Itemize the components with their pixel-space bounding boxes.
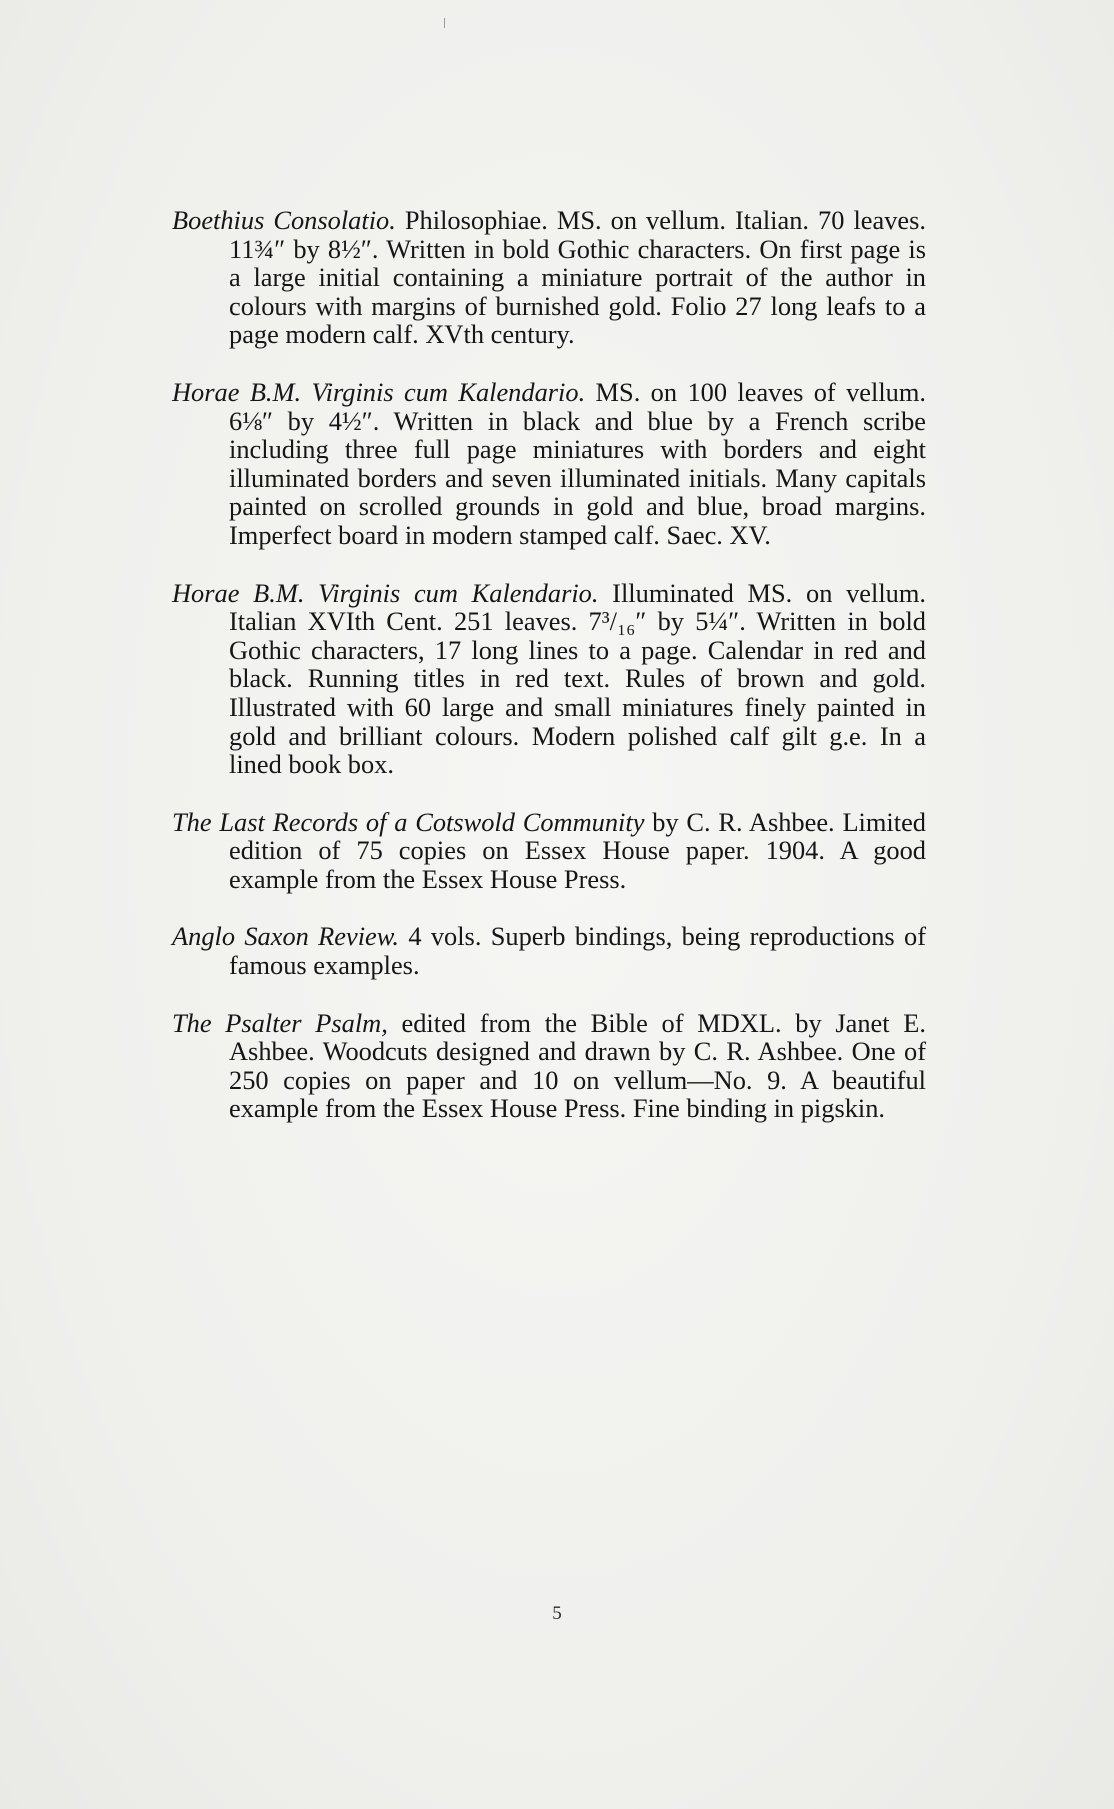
catalogue-entry-5 (172, 922, 926, 979)
page-number: 5 (552, 1603, 562, 1624)
entry-description: by C. R. Ashbee. Limited edition of 75 copies on Essex House paper. 1904. A good example from the Essex House Press. (229, 806, 926, 894)
entry-title: Boethius Consolatio. (172, 205, 396, 235)
entry-description: MS. on 100 leaves of vellum. 6⅛″ by 4½″. Written in black and blue by a French scribe including three full page miniatures with borders and eight illuminated borders and seven illuminated initials. Many capitals painted on scrolled grounds in gold and blue, broad margins. Imperfect board in modern stamped calf. Saec. XV. (229, 376, 926, 550)
entry-description: 4 vols. Superb bindings, being reproductions of famous examples. (229, 921, 926, 981)
catalogue-entry-6 (172, 1009, 926, 1123)
catalogue-entry-2 (172, 378, 926, 550)
entry-description: Philosophiae. MS. on vellum. Italian. 70 leaves. 11¾″ by 8½″. Written in bold Gothic characters. On first page is a large initial containing a miniature portrait of the author in colours with margins of burnished gold. Folio 27 long leafs to a page modern calf. XVth century. (229, 205, 926, 350)
entry-description: Illuminated MS. on vellum. Italian XVIth Cent. 251 leaves. 7³/₁₆″ by 5¼″. Written in bold Gothic characters, 17 long lines to a page. Calendar in red and black. Running titles in red text. Rules of brown and gold. Illustrated with 60 large and small miniatures finely painted in gold and brilliant colours. Modern polished calf gilt g.e. In a lined book box. (229, 577, 926, 780)
entry-title: Horae B.M. Virginis cum Kalendario. (172, 577, 599, 608)
catalogue-entry-1 (172, 206, 926, 349)
catalogue-entries (172, 206, 926, 1152)
entry-title: Anglo Saxon Review. (172, 921, 399, 952)
entry-description: edited from the Bible of MDXL. by Janet E. Ashbee. Woodcuts designed and drawn by C. R. Ashbee. One of 250 copies on paper and 10 on vellum—No. 9. A beautiful example from the Essex House Press. Fine binding in pigskin. (229, 1007, 926, 1124)
print-mark (444, 18, 445, 28)
catalogue-entry-4 (172, 808, 926, 894)
entry-title: Horae B.M. Virginis cum Kalendario. (172, 376, 586, 407)
catalogue-entry-3 (172, 579, 926, 779)
entry-title: The Last Records of a Cotswold Community (172, 806, 645, 837)
entry-title: The Psalter Psalm, (172, 1007, 388, 1038)
